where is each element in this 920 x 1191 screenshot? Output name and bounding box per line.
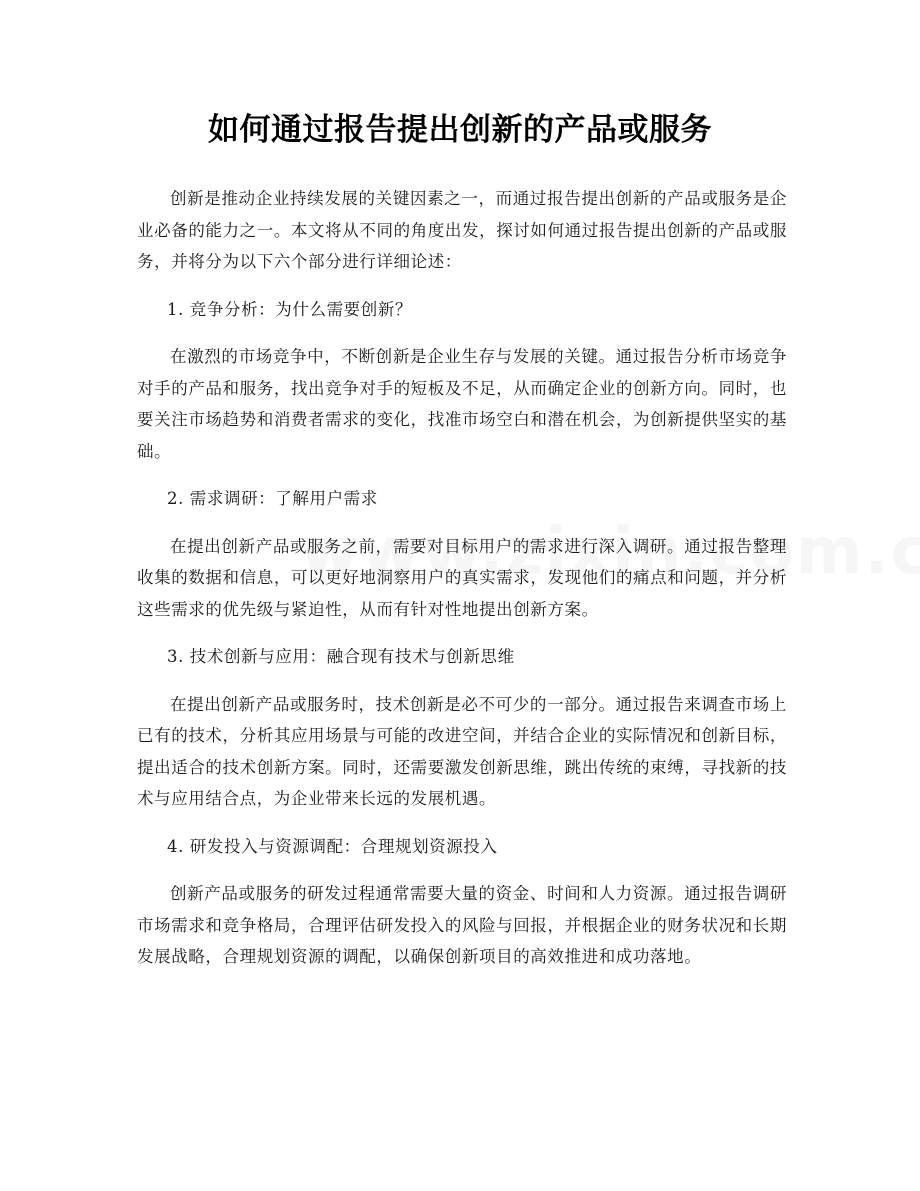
section-heading-2: 2. 需求调研：了解用户需求 [167,489,378,508]
document-body [137,183,787,989]
section-heading-1: 1. 竞争分析：为什么需要创新？ [167,299,413,319]
section-body-3: 在提出创新产品或服务时，技术创新是必不可少的一部分。通过报告来调查市场上已有的技术，分析其应用场景与可能的改进空间，并结合企业的实际情况和创新目标，提出适合的技术创新方案。同时，还需要激发创新思维，跳出传统的束缚，寻找新的技术与应用结合点，为企业带来长远的发展机遇。 [137,694,787,808]
section-body-2: 在提出创新产品或服务之前，需要对目标用户的需求进行深入调研。通过报告整理收集的数据和信息，可以更好地洞察用户的真实需求，发现他们的痛点和问题，并分析这些需求的优先级与紧迫性，从而有针对性地提出创新方案。 [137,536,787,619]
section-body-4: 创新产品或服务的研发过程通常需要大量的资金、时间和人力资源。通过报告调研市场需求和竞争格局，合理评估研发投入的风险与回报，并根据企业的财务状况和长期发展战略，合理规划资源的调配，以确保创新项目的高效推进和成功落地。 [137,884,787,966]
intro-paragraph: 创新是推动企业持续发展的关键因素之一，而通过报告提出创新的产品或服务是企业必备的能力之一。本文将从不同的角度出发，探讨如何通过报告提出创新的产品或服务，并将分为以下六个部分进行详细论述： [137,189,787,271]
section-heading-3: 3. 技术创新与应用：融合现有技术与创新思维 [167,647,515,666]
section-heading-4: 4. 研发投入与资源调配：合理规划资源投入 [167,836,498,856]
document-title: 如何通过报告提出创新的产品或服务 [208,112,712,148]
section-body-1: 在激烈的市场竞争中，不断创新是企业生存与发展的关键。通过报告分析市场竞争对手的产品和服务，找出竞争对手的短板及不足，从而确定企业的创新方向。同时，也要关注市场趋势和消费者需求的变化，找准市场空白和潜在机会，为创新提供坚实的基础。 [137,347,787,461]
